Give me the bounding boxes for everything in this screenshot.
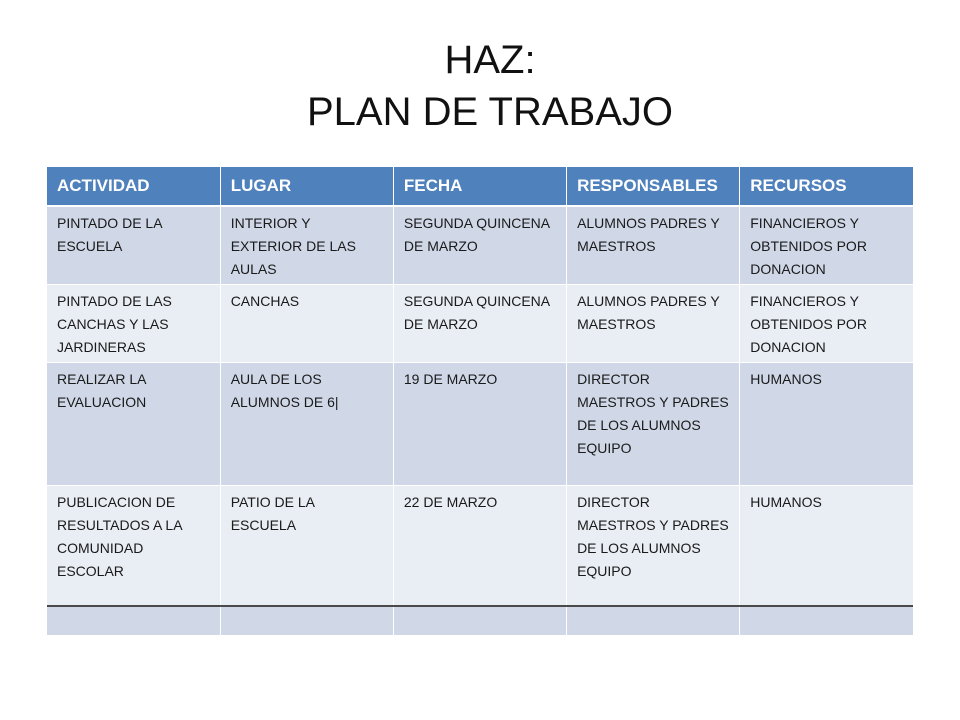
cell-recursos: FINANCIEROS Y OBTENIDOS POR DONACION [740, 206, 913, 285]
cell-recursos: HUMANOS [740, 486, 913, 607]
cell-actividad: PUBLICACION DE RESULTADOS A LA COMUNIDAD ESCOLAR [47, 486, 220, 607]
title-line-plan: PLAN DE TRABAJO [306, 90, 674, 134]
cell-empty [740, 606, 913, 636]
table-row [47, 363, 913, 486]
cell-fecha: 22 DE MARZO [393, 486, 566, 607]
cell-lugar: INTERIOR Y EXTERIOR DE LAS AULAS [220, 206, 393, 285]
cell-recursos: HUMANOS [740, 363, 913, 486]
header-fecha: FECHA [393, 167, 566, 206]
header-lugar: LUGAR [220, 167, 393, 206]
title-line-haz: HAZ: [444, 38, 536, 82]
header-recursos: RECURSOS [740, 167, 913, 206]
table-row [47, 285, 913, 363]
cell-lugar: AULA DE LOS ALUMNOS DE 6| [220, 363, 393, 486]
table-header-row [47, 167, 913, 206]
cell-fecha: 19 DE MARZO [393, 363, 566, 486]
cell-empty [220, 606, 393, 636]
table-row-empty [47, 606, 913, 636]
table-row [47, 486, 913, 607]
cell-actividad: PINTADO DE LA ESCUELA [47, 206, 220, 285]
cell-responsables: DIRECTOR MAESTROS Y PADRES DE LOS ALUMNOS EQUIPO [567, 363, 740, 486]
cell-empty [47, 606, 220, 636]
cell-fecha: SEGUNDA QUINCENA DE MARZO [393, 285, 566, 363]
slide-title [0, 34, 960, 138]
cell-responsables: ALUMNOS PADRES Y MAESTROS [567, 206, 740, 285]
cell-actividad: PINTADO DE LAS CANCHAS Y LAS JARDINERAS [47, 285, 220, 363]
cell-lugar: PATIO DE LA ESCUELA [220, 486, 393, 607]
header-actividad: ACTIVIDAD [47, 167, 220, 206]
cell-recursos: FINANCIEROS Y OBTENIDOS POR DONACION [740, 285, 913, 363]
header-responsables: RESPONSABLES [567, 167, 740, 206]
work-plan-table [47, 167, 913, 636]
cell-empty [393, 606, 566, 636]
cell-fecha: SEGUNDA QUINCENA DE MARZO [393, 206, 566, 285]
cell-responsables: ALUMNOS PADRES Y MAESTROS [567, 285, 740, 363]
cell-responsables: DIRECTOR MAESTROS Y PADRES DE LOS ALUMNOS EQUIPO [567, 486, 740, 607]
cell-empty [567, 606, 740, 636]
table-row [47, 206, 913, 285]
cell-actividad: REALIZAR LA EVALUACION [47, 363, 220, 486]
cell-lugar: CANCHAS [220, 285, 393, 363]
